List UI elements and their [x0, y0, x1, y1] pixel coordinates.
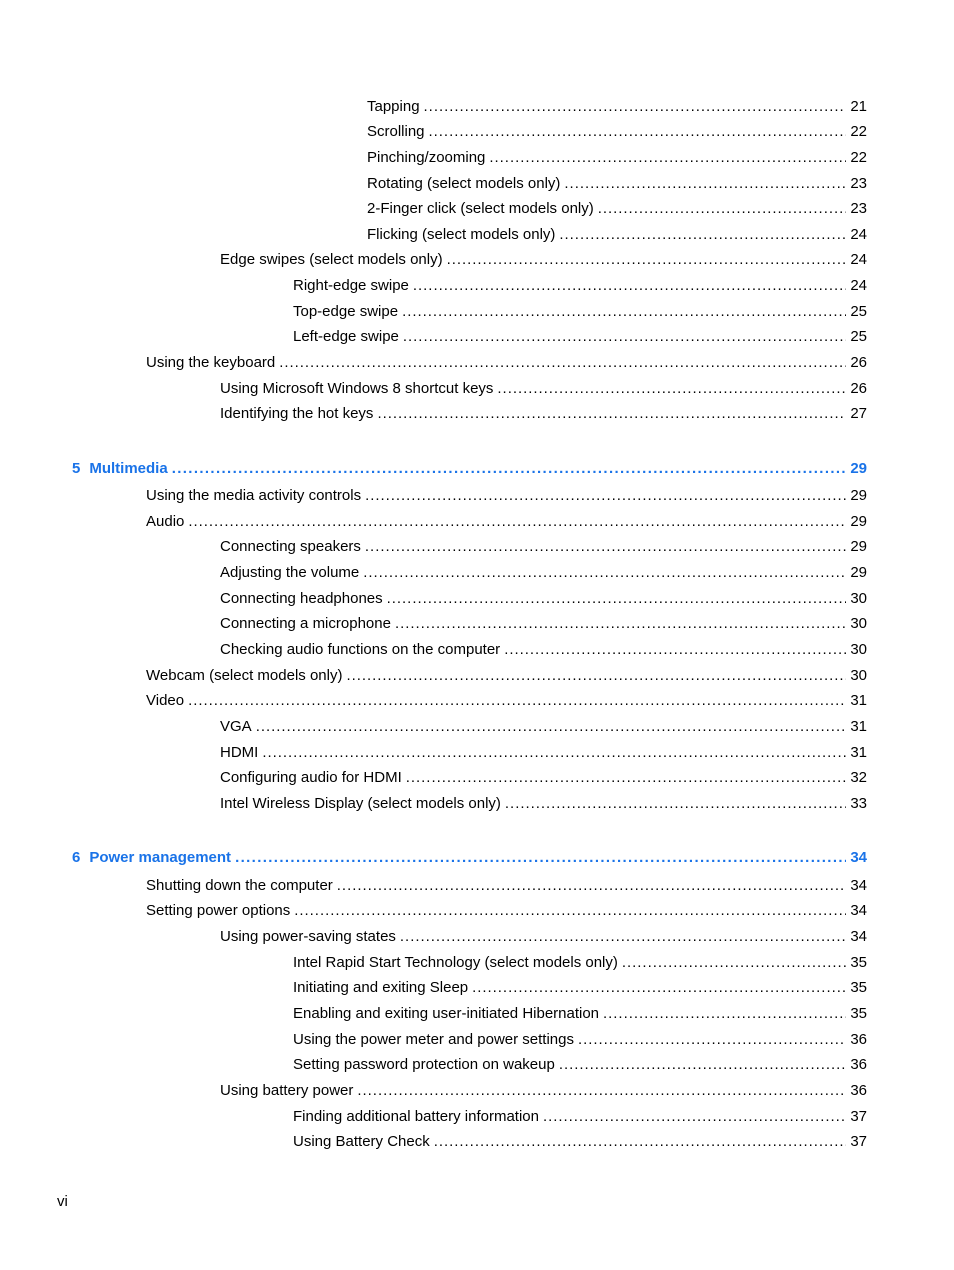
toc-entry[interactable]	[146, 691, 867, 711]
toc-page-number: 23	[850, 200, 867, 217]
toc-entry-title: Tapping	[367, 98, 420, 115]
toc-page-number: 37	[850, 1133, 867, 1150]
toc-entry[interactable]	[293, 1132, 867, 1152]
toc-entry-title: Finding additional battery information	[293, 1108, 539, 1125]
toc-entry[interactable]	[220, 404, 867, 424]
dot-leader	[363, 563, 846, 583]
toc-page-number: 33	[850, 795, 867, 812]
toc-entry[interactable]	[367, 122, 867, 142]
dot-leader	[559, 225, 846, 245]
dot-leader	[365, 486, 846, 506]
toc-page-number: 29	[850, 513, 867, 530]
toc-page-number: 24	[850, 251, 867, 268]
toc-entry-title: Adjusting the volume	[220, 564, 360, 581]
toc-page-number: 36	[850, 1056, 867, 1073]
dot-leader	[603, 1004, 846, 1024]
toc-entry[interactable]	[367, 225, 867, 245]
toc-entry[interactable]	[220, 717, 867, 737]
toc-entry[interactable]	[293, 1004, 867, 1024]
dot-leader	[188, 691, 846, 711]
toc-entry[interactable]	[293, 302, 867, 322]
toc-entry-title: Audio	[146, 513, 185, 530]
toc-entry-title: Using the power meter and power settings	[293, 1031, 574, 1048]
toc-entry[interactable]	[146, 901, 867, 921]
toc-page-number: 22	[850, 149, 867, 166]
toc-entry-title: Webcam (select models only)	[146, 667, 343, 684]
toc-entry-title: Configuring audio for HDMI	[220, 769, 402, 786]
dot-leader	[294, 901, 846, 921]
dot-leader	[256, 717, 847, 737]
dot-leader	[434, 1132, 847, 1152]
dot-leader	[377, 404, 846, 424]
toc-entry[interactable]	[220, 563, 867, 583]
toc-entry-title: Video	[146, 692, 185, 709]
toc-entry-title: Intel Wireless Display (select models only)	[220, 795, 501, 812]
dot-leader	[387, 589, 847, 609]
toc-entry-title: Rotating (select models only)	[367, 175, 561, 192]
toc-entry-title: Left-edge swipe	[293, 328, 399, 345]
toc-entry[interactable]	[367, 97, 867, 117]
dot-leader	[400, 927, 846, 947]
toc-page-number: 29	[850, 487, 867, 504]
toc-page-number: 31	[850, 718, 867, 735]
toc-page-number: 30	[850, 641, 867, 658]
toc-page-number: 25	[850, 303, 867, 320]
toc-page-number: 25	[850, 328, 867, 345]
toc-entry[interactable]	[146, 666, 867, 686]
toc-entry[interactable]	[146, 876, 867, 896]
toc-entry-title: Using the keyboard	[146, 354, 276, 371]
toc-entry-title: Shutting down the computer	[146, 877, 333, 894]
toc-entry[interactable]	[220, 250, 867, 270]
toc-chapter-number: 6	[72, 849, 81, 866]
toc-entry[interactable]	[146, 486, 867, 506]
dot-leader	[262, 743, 846, 763]
toc-entry-title: Scrolling	[367, 123, 425, 140]
toc-entry[interactable]	[220, 927, 867, 947]
toc-entry-title: 2-Finger click (select models only)	[367, 200, 594, 217]
toc-entry[interactable]	[293, 953, 867, 973]
dot-leader	[447, 250, 847, 270]
toc-page-number: 31	[850, 692, 867, 709]
dot-leader	[235, 848, 846, 868]
toc-entry[interactable]	[293, 978, 867, 998]
toc-entry-title: Intel Rapid Start Technology (select models only)	[293, 954, 618, 971]
toc-entry-title: Edge swipes (select models only)	[220, 251, 443, 268]
toc-page-number: 29	[850, 460, 867, 477]
dot-leader	[406, 768, 847, 788]
toc-entry-title: Using power-saving states	[220, 928, 396, 945]
toc-entry-title: Identifying the hot keys	[220, 405, 374, 422]
dot-leader	[402, 302, 846, 322]
toc-entry-title: Initiating and exiting Sleep	[293, 979, 469, 996]
toc-entry[interactable]	[220, 537, 867, 557]
toc-chapter-number: 5	[72, 460, 81, 477]
toc-entry[interactable]	[220, 640, 867, 660]
dot-leader	[598, 199, 847, 219]
toc-entry[interactable]	[293, 1107, 867, 1127]
toc-entry-title: Connecting a microphone	[220, 615, 391, 632]
dot-leader	[564, 174, 846, 194]
toc-page-number: 22	[850, 123, 867, 140]
toc-entry[interactable]	[293, 276, 867, 296]
toc-entry-title: HDMI	[220, 744, 259, 761]
toc-page-number: 32	[850, 769, 867, 786]
toc-page-number: 35	[850, 954, 867, 971]
toc-page-number: 34	[850, 877, 867, 894]
dot-leader	[424, 97, 847, 117]
toc-page-number: 27	[850, 405, 867, 422]
toc-entry-title: Flicking (select models only)	[367, 226, 556, 243]
dot-leader	[357, 1081, 846, 1101]
toc-page-number: 23	[850, 175, 867, 192]
toc-entry[interactable]	[293, 1030, 867, 1050]
toc-page-number: 26	[850, 354, 867, 371]
dot-leader	[403, 327, 846, 347]
dot-leader	[504, 640, 846, 660]
toc-page-number: 36	[850, 1031, 867, 1048]
toc-entry[interactable]	[146, 353, 867, 373]
toc-entry[interactable]	[293, 327, 867, 347]
dot-leader	[622, 953, 846, 973]
toc-entry[interactable]	[220, 1081, 867, 1101]
toc-entry-title: Connecting headphones	[220, 590, 383, 607]
toc-page-number: 30	[850, 615, 867, 632]
toc-page-number: 34	[850, 928, 867, 945]
toc-entry[interactable]	[220, 794, 867, 814]
dot-leader	[559, 1055, 846, 1075]
toc-entry-title: Checking audio functions on the computer	[220, 641, 501, 658]
toc-entry-title: Using Battery Check	[293, 1133, 430, 1150]
dot-leader	[172, 459, 847, 479]
toc-chapter-entry[interactable]	[72, 848, 867, 868]
dot-leader	[578, 1030, 846, 1050]
toc-entry-title: Using the media activity controls	[146, 487, 362, 504]
toc-entry-title: Power management	[89, 849, 232, 866]
toc-entry[interactable]	[220, 379, 867, 399]
toc-page-number: 21	[850, 98, 867, 115]
dot-leader	[489, 148, 846, 168]
toc-page-number: 29	[850, 538, 867, 555]
toc-page-number: 35	[850, 979, 867, 996]
dot-leader	[505, 794, 846, 814]
page-number: vi	[57, 1193, 68, 1210]
toc-entry-title: Connecting speakers	[220, 538, 361, 555]
dot-leader	[395, 614, 846, 634]
dot-leader	[543, 1107, 846, 1127]
toc-page-number: 35	[850, 1005, 867, 1022]
toc-entry[interactable]	[146, 512, 867, 532]
toc-entry[interactable]	[220, 614, 867, 634]
toc-entry-title: Multimedia	[89, 460, 168, 477]
toc-entry-title: Using Microsoft Windows 8 shortcut keys	[220, 380, 494, 397]
dot-leader	[279, 353, 846, 373]
toc-page-number: 37	[850, 1108, 867, 1125]
toc-page-number: 30	[850, 590, 867, 607]
toc-page-number: 30	[850, 667, 867, 684]
toc-entry-title: Enabling and exiting user-initiated Hibernation	[293, 1005, 600, 1022]
toc-page-number: 26	[850, 380, 867, 397]
toc-entry-title: Using battery power	[220, 1082, 354, 1099]
toc-chapter-entry[interactable]	[72, 459, 867, 479]
toc-entry[interactable]	[220, 768, 867, 788]
toc-entry[interactable]	[367, 199, 867, 219]
toc-entry-title: Setting power options	[146, 902, 291, 919]
toc-entry[interactable]	[367, 148, 867, 168]
dot-leader	[188, 512, 846, 532]
dot-leader	[429, 122, 847, 142]
toc-entry[interactable]	[367, 174, 867, 194]
toc-page-number: 24	[850, 277, 867, 294]
toc-entry-title: Top-edge swipe	[293, 303, 399, 320]
toc-page-number: 34	[850, 902, 867, 919]
toc-entry[interactable]	[293, 1055, 867, 1075]
toc-page-number: 29	[850, 564, 867, 581]
toc-entry-title: Pinching/zooming	[367, 149, 486, 166]
dot-leader	[337, 876, 847, 896]
toc-page-number: 34	[850, 849, 867, 866]
toc-entry-title: VGA	[220, 718, 252, 735]
dot-leader	[365, 537, 846, 557]
dot-leader	[472, 978, 846, 998]
toc-page-number: 24	[850, 226, 867, 243]
dot-leader	[346, 666, 846, 686]
dot-leader	[413, 276, 846, 296]
toc-entry-title: Right-edge swipe	[293, 277, 409, 294]
toc-page-number: 36	[850, 1082, 867, 1099]
toc-entry[interactable]	[220, 589, 867, 609]
dot-leader	[497, 379, 846, 399]
toc-page-number: 31	[850, 744, 867, 761]
toc-entry-title: Setting password protection on wakeup	[293, 1056, 555, 1073]
toc-entry[interactable]	[220, 743, 867, 763]
